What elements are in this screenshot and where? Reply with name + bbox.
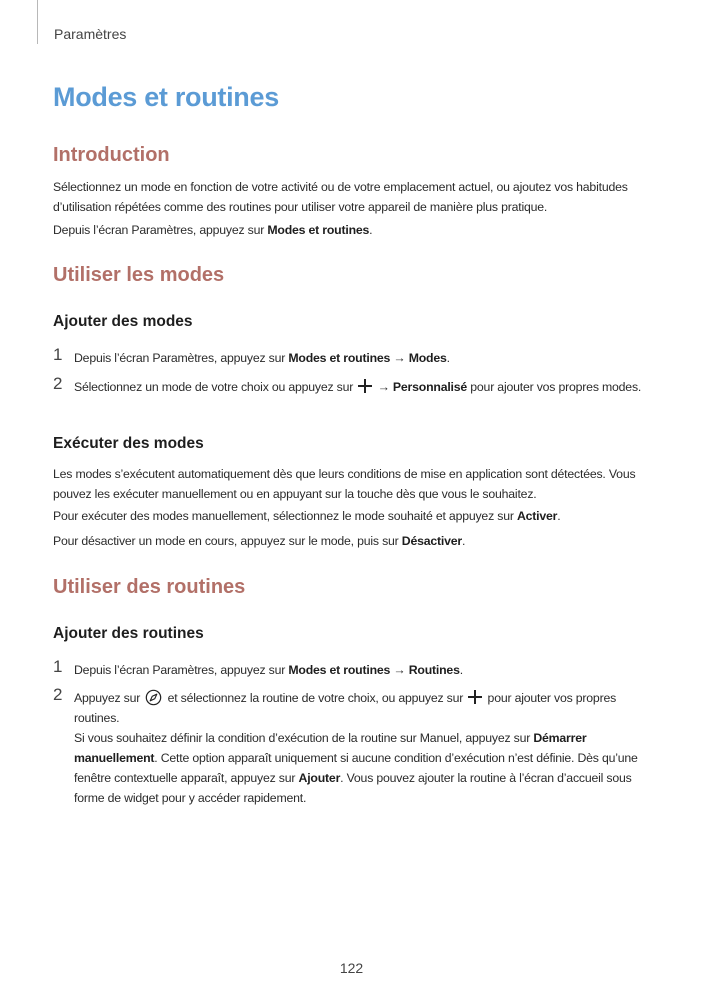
- modes-step-2: 2 Sélectionnez un mode de votre choix ou appuyez sur → Personnalisé pour ajouter vos propres modes.: [53, 374, 642, 394]
- page-title: Modes et routines: [53, 82, 279, 112]
- plus-icon: [468, 690, 482, 704]
- plus-icon: [358, 379, 372, 393]
- step-number: 2: [53, 685, 63, 704]
- step-number: 1: [53, 657, 63, 676]
- routines-step-2: 2 Appuyez sur et sélectionnez la routine de votre choix, ou appuyez sur pour ajouter vos propres routines. Si vous souhaitez définir la condition d’exécution de la routine sur Manuel, appuyez sur Démarrer manuellement. Cette option apparaît uniquement si aucune condition d’exécution n’est définie. Dès qu’une fenêtre contextuelle apparaît, appuyez sur Ajouter. Vous pouvez ajouter la routine à l’écran d’accueil sous forme de widget pour y accéder rapidement.: [53, 688, 653, 808]
- intro-instruction: Depuis l’écran Paramètres, appuyez sur Modes et routines.: [53, 223, 373, 237]
- intro-paragraph: Sélectionnez un mode en fonction de votre activité ou de votre emplacement actuel, ou ajoutez vos habitudes d’utilisation répétées comme des routines pour utiliser votre appareil de manière plus pratique.: [53, 180, 628, 214]
- header-rule: [37, 0, 38, 44]
- run-modes-paragraph: Les modes s’exécutent automatiquement dès que leurs conditions de mise en application sont détectées. Vous pouvez les exécuter manuellement ou en appuyant sur la touche dès que vous le souhaitez.: [53, 467, 636, 501]
- intro-heading: Introduction: [53, 144, 170, 166]
- compass-icon: [145, 689, 162, 706]
- add-routines-heading: Ajouter des routines: [53, 625, 204, 642]
- routines-note: Si vous souhaitez définir la condition d’exécution de la routine sur Manuel, appuyez sur Démarrer manuellement. Cette option apparaît uniquement si aucune condition d’exécution n’est définie. Dès qu’une fenêtre contextuelle apparaît, appuyez sur Ajouter. Vous pouvez ajouter la routine à l’écran d’accueil sous forme de widget pour y accéder rapidement.: [74, 731, 638, 805]
- modes-step-1: 1 Depuis l’écran Paramètres, appuyez sur Modes et routines → Modes.: [53, 345, 450, 365]
- add-modes-heading: Ajouter des modes: [53, 313, 193, 330]
- modes-heading: Utiliser les modes: [53, 264, 225, 286]
- routines-step-1: 1 Depuis l’écran Paramètres, appuyez sur Modes et routines → Routines.: [53, 657, 463, 677]
- step-number: 1: [53, 345, 63, 364]
- section-header: Paramètres: [54, 26, 127, 42]
- deactivate-instruction: Pour désactiver un mode en cours, appuyez sur le mode, puis sur Désactiver.: [53, 534, 466, 548]
- page-number: 122: [339, 960, 364, 976]
- activate-instruction: Pour exécuter des modes manuellement, sélectionnez le mode souhaité et appuyez sur Activer.: [53, 509, 561, 523]
- step-number: 2: [53, 374, 63, 393]
- routines-heading: Utiliser des routines: [53, 576, 246, 598]
- run-modes-heading: Exécuter des modes: [53, 435, 204, 452]
